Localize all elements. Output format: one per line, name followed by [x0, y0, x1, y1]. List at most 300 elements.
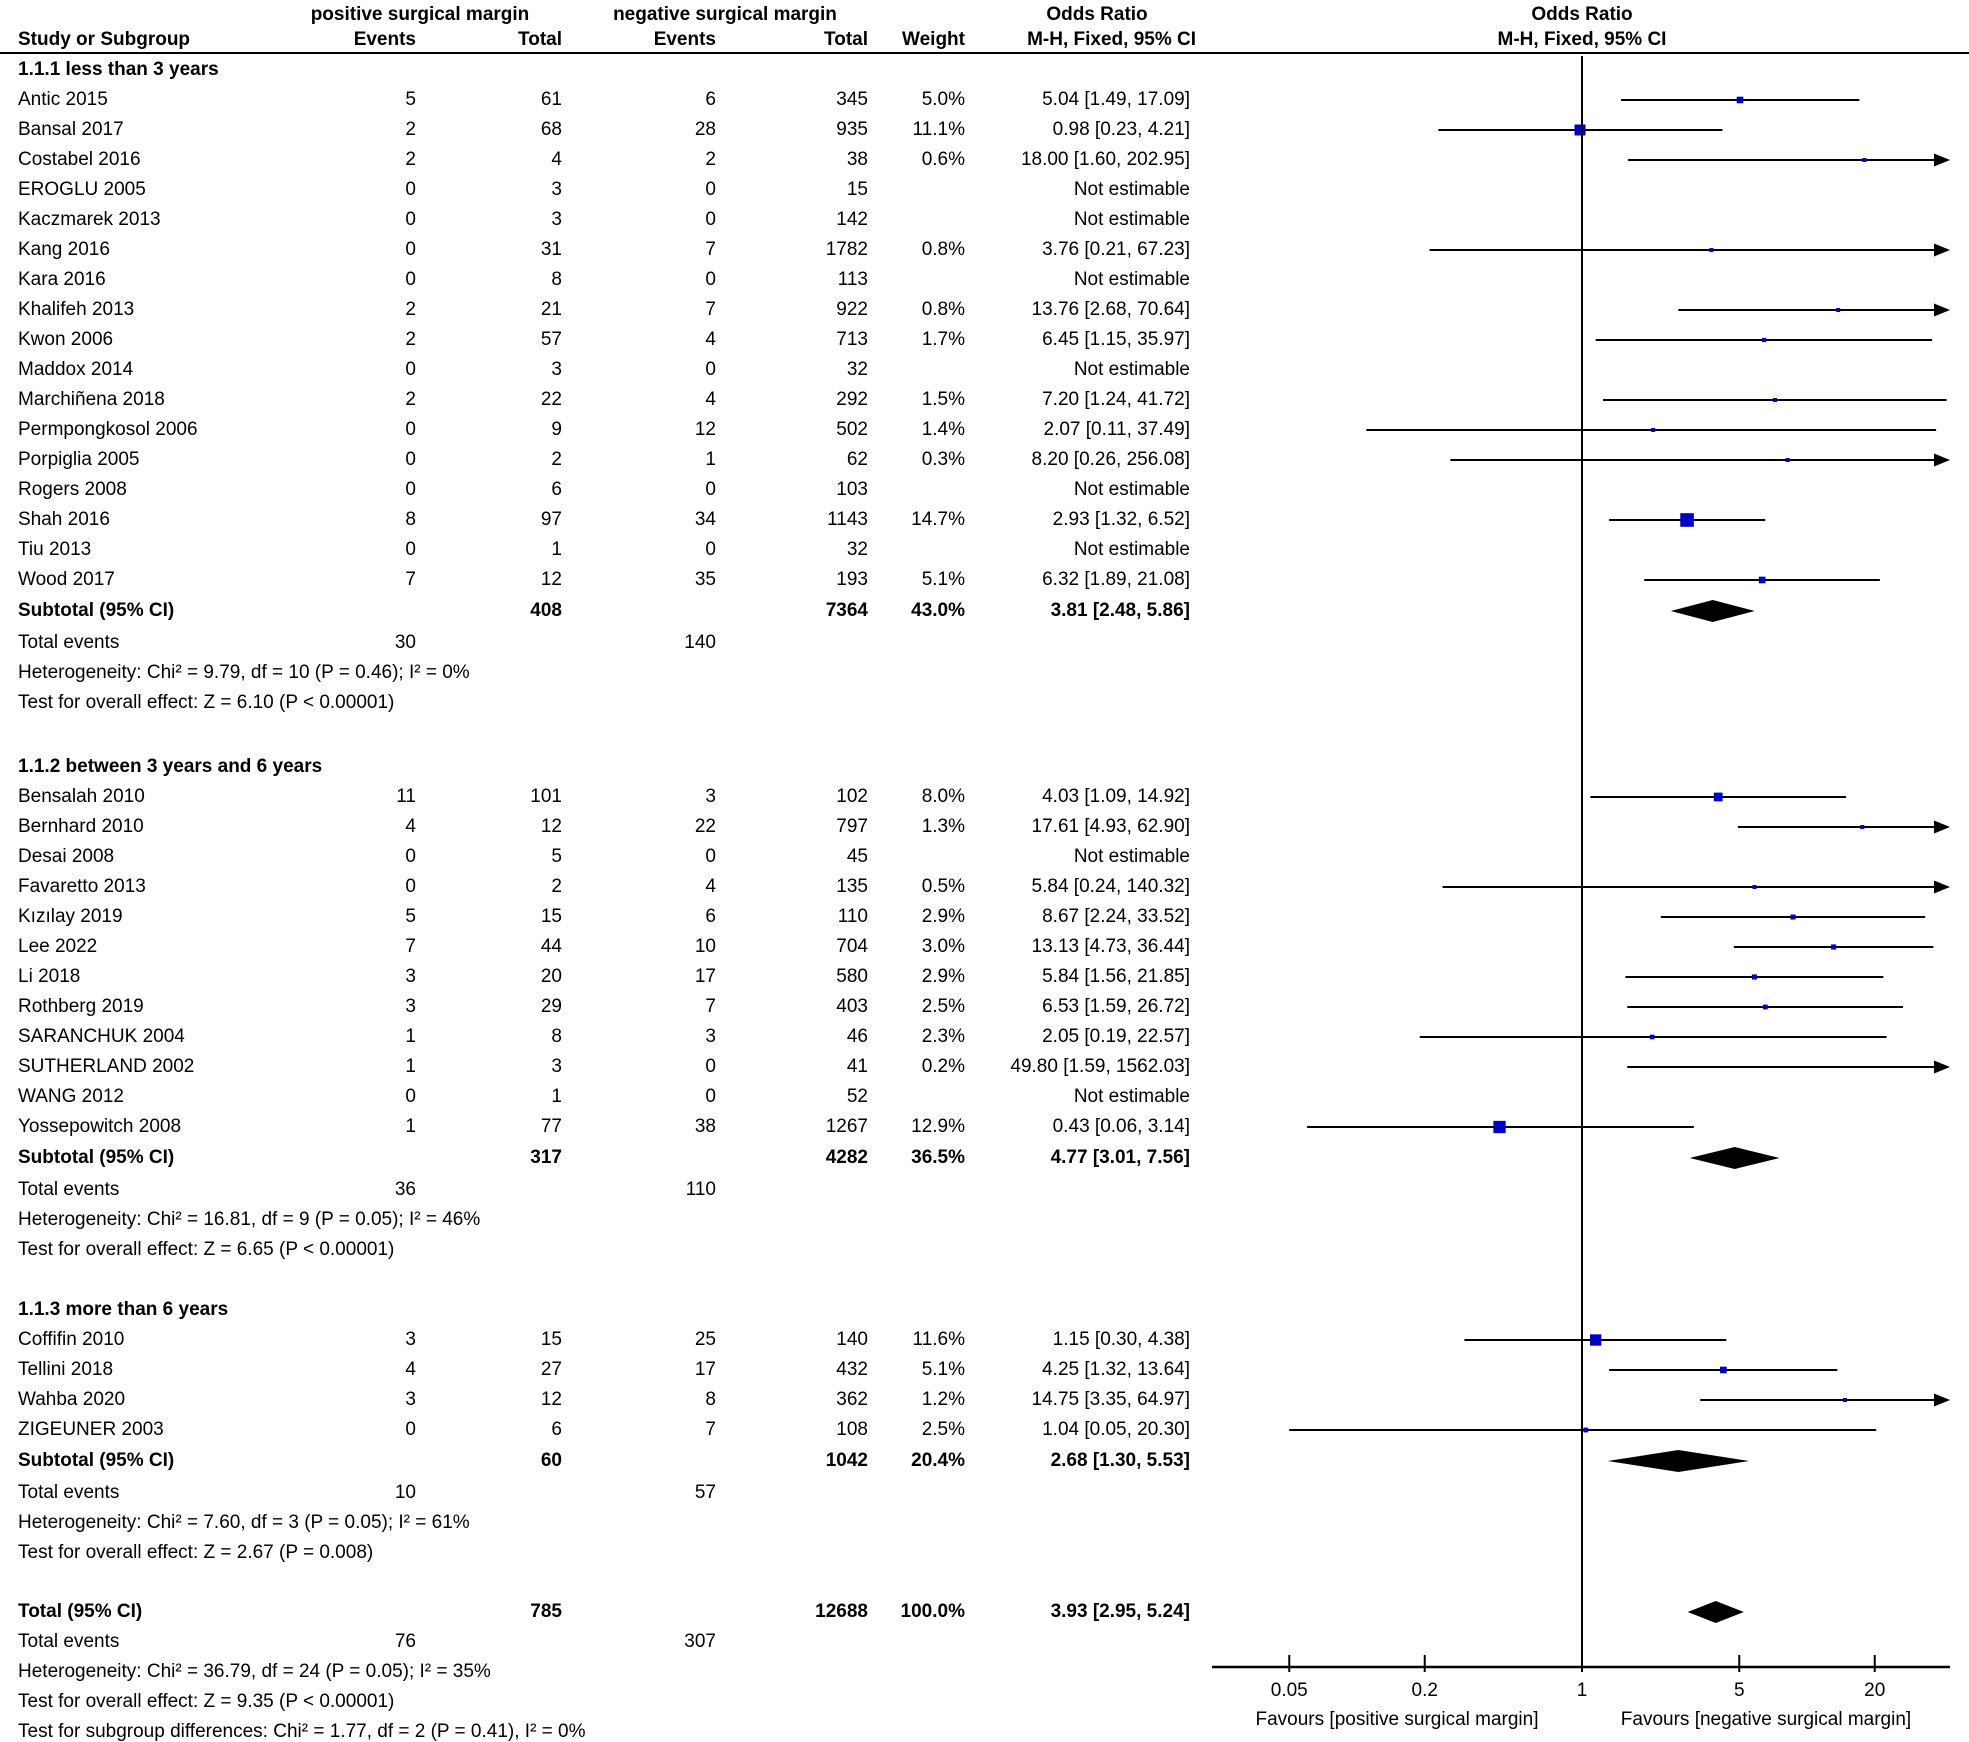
- weight-cell: 5.1%: [921, 1359, 965, 1380]
- events-positive-cell: 2: [405, 119, 416, 140]
- heterogeneity-text: Heterogeneity: Chi² = 16.81, df = 9 (P = 0.05); I² = 46%: [18, 1209, 481, 1230]
- study-name: Khalifeh 2013: [18, 299, 135, 320]
- weight-cell: 36.5%: [911, 1147, 965, 1168]
- total-negative-cell: 12688: [815, 1601, 868, 1622]
- events-positive-cell: 0: [405, 539, 416, 560]
- events-positive-cell: 0: [405, 876, 416, 897]
- or-marker: [1752, 885, 1756, 889]
- events-negative-cell: 22: [694, 816, 716, 837]
- column-header-events-positive: Events: [353, 29, 416, 50]
- events-negative-cell: 4: [705, 876, 716, 897]
- events-negative-cell: 38: [694, 1116, 716, 1137]
- study-name: WANG 2012: [18, 1086, 124, 1107]
- total-events-label: Total events: [18, 1179, 120, 1200]
- total-negative-cell: 1782: [825, 239, 868, 260]
- events-positive-cell: 11: [396, 786, 416, 807]
- events-positive-cell: 3: [405, 996, 416, 1017]
- weight-cell: 0.3%: [921, 449, 965, 470]
- weight-cell: 14.7%: [911, 509, 965, 530]
- or-marker: [1590, 1334, 1601, 1345]
- total-positive-cell: 12: [540, 816, 562, 837]
- or-plot-column-header: Odds Ratio: [1531, 4, 1633, 25]
- events-positive-cell: 1: [405, 1116, 416, 1137]
- events-positive-cell: 4: [405, 1359, 416, 1380]
- or-ci-cell: 5.04 [1.49, 17.09]: [1042, 89, 1190, 110]
- events-positive-cell: 1: [405, 1026, 416, 1047]
- study-name: Bansal 2017: [18, 119, 124, 140]
- total-events-label: Total events: [18, 1482, 120, 1503]
- arrow-right-icon: [1934, 244, 1950, 257]
- total-negative-cell: 32: [846, 539, 868, 560]
- total-negative-cell: 580: [836, 966, 868, 987]
- study-name: Porpiglia 2005: [18, 449, 140, 470]
- section-label: 1.1.2 between 3 years and 6 years: [18, 756, 323, 777]
- summary-row-label: Subtotal (95% CI): [18, 1450, 175, 1471]
- events-negative-cell: 3: [705, 786, 716, 807]
- events-negative-cell: 3: [705, 1026, 716, 1047]
- arrow-right-icon: [1934, 1394, 1950, 1407]
- or-ci-cell: 5.84 [1.56, 21.85]: [1042, 966, 1190, 987]
- study-name: Antic 2015: [18, 89, 108, 110]
- or-ci-cell: 8.67 [2.24, 33.52]: [1042, 906, 1190, 927]
- events-negative-cell: 0: [705, 269, 716, 290]
- column-header-study: Study or Subgroup: [18, 29, 191, 50]
- study-name: Marchiñena 2018: [18, 389, 165, 410]
- study-name: Coffifin 2010: [18, 1329, 125, 1350]
- axis-tick-label: 20: [1864, 1680, 1886, 1701]
- or-marker: [1791, 914, 1796, 919]
- arrow-right-icon: [1934, 821, 1950, 834]
- or-ci-cell: 2.05 [0.19, 22.57]: [1042, 1026, 1190, 1047]
- subtotal-diamond: [1608, 1450, 1749, 1472]
- or-marker: [1762, 338, 1766, 342]
- heterogeneity-text: Heterogeneity: Chi² = 9.79, df = 10 (P = 0.46); I² = 0%: [18, 662, 470, 683]
- or-marker: [1786, 458, 1790, 462]
- events-negative-cell: 1: [705, 449, 716, 470]
- arrow-right-icon: [1934, 881, 1950, 894]
- events-positive-cell: 4: [405, 816, 416, 837]
- total-negative-cell: 403: [836, 996, 868, 1017]
- weight-cell: 12.9%: [911, 1116, 965, 1137]
- study-name: SUTHERLAND 2002: [18, 1056, 195, 1077]
- events-positive-cell: 0: [405, 359, 416, 380]
- or-marker: [1836, 308, 1840, 312]
- events-negative-cell: 0: [705, 359, 716, 380]
- total-negative-cell: 797: [836, 816, 868, 837]
- weight-cell: 43.0%: [911, 600, 965, 621]
- or-ci-cell: 2.93 [1.32, 6.52]: [1052, 509, 1190, 530]
- or-ci-cell: 0.43 [0.06, 3.14]: [1052, 1116, 1190, 1137]
- events-negative-cell: 8: [705, 1389, 716, 1410]
- arrow-right-icon: [1934, 304, 1950, 317]
- study-name: Rogers 2008: [18, 479, 127, 500]
- events-negative-cell: 0: [705, 846, 716, 867]
- total-negative-cell: 52: [846, 1086, 868, 1107]
- weight-cell: 1.2%: [921, 1389, 965, 1410]
- or-ci-cell: Not estimable: [1073, 269, 1190, 290]
- total-positive-cell: 4: [551, 149, 562, 170]
- study-name: Tiu 2013: [18, 539, 92, 560]
- subgroup-diff-text: Test for subgroup differences: Chi² = 1.77, df = 2 (P = 0.41), I² = 0%: [18, 1721, 586, 1742]
- total-positive-cell: 15: [540, 1329, 562, 1350]
- or-marker: [1680, 513, 1694, 527]
- total-positive-cell: 3: [551, 179, 562, 200]
- events-positive-cell: 0: [405, 209, 416, 230]
- total-negative-cell: 46: [846, 1026, 868, 1047]
- weight-cell: 0.6%: [921, 149, 965, 170]
- or-ci-cell: Not estimable: [1073, 209, 1190, 230]
- total-events-positive: 10: [394, 1482, 416, 1503]
- or-ci-cell: 1.04 [0.05, 20.30]: [1042, 1419, 1190, 1440]
- total-events-negative: 307: [684, 1631, 716, 1652]
- weight-cell: 2.3%: [921, 1026, 965, 1047]
- or-ci-cell: Not estimable: [1073, 359, 1190, 380]
- weight-cell: 2.5%: [921, 996, 965, 1017]
- events-positive-cell: 0: [405, 479, 416, 500]
- study-name: SARANCHUK 2004: [18, 1026, 185, 1047]
- study-name: EROGLU 2005: [18, 179, 146, 200]
- column-header-events-negative: Events: [653, 29, 716, 50]
- total-positive-cell: 408: [530, 600, 562, 621]
- total-negative-cell: 45: [846, 846, 868, 867]
- events-positive-cell: 2: [405, 299, 416, 320]
- group-header-negative: negative surgical margin: [613, 4, 837, 25]
- or-ci-cell: 6.32 [1.89, 21.08]: [1042, 569, 1190, 590]
- column-header-total-negative: Total: [824, 29, 868, 50]
- weight-cell: 2.9%: [921, 966, 965, 987]
- or-ci-cell: 3.76 [0.21, 67.23]: [1042, 239, 1190, 260]
- total-negative-cell: 102: [836, 786, 868, 807]
- weight-cell: 100.0%: [900, 1601, 965, 1622]
- total-positive-cell: 3: [551, 359, 562, 380]
- subtotal-diamond: [1690, 1147, 1780, 1169]
- events-positive-cell: 5: [405, 89, 416, 110]
- study-name: Permpongkosol 2006: [18, 419, 198, 440]
- total-positive-cell: 61: [540, 89, 562, 110]
- events-negative-cell: 35: [694, 569, 716, 590]
- or-marker: [1575, 125, 1586, 136]
- total-negative-cell: 142: [836, 209, 868, 230]
- or-marker: [1583, 1428, 1588, 1433]
- events-negative-cell: 28: [694, 119, 716, 140]
- or-marker: [1752, 974, 1757, 979]
- total-negative-cell: 922: [836, 299, 868, 320]
- total-negative-cell: 41: [846, 1056, 868, 1077]
- total-events-label: Total events: [18, 1631, 120, 1652]
- column-header-mh-text: M-H, Fixed, 95% CI: [1027, 29, 1196, 50]
- events-positive-cell: 2: [405, 389, 416, 410]
- total-positive-cell: 97: [540, 509, 562, 530]
- study-name: Yossepowitch 2008: [18, 1116, 182, 1137]
- study-name: Tellini 2018: [18, 1359, 114, 1380]
- events-negative-cell: 10: [694, 936, 716, 957]
- events-negative-cell: 6: [705, 89, 716, 110]
- events-positive-cell: 3: [405, 966, 416, 987]
- or-ci-cell: Not estimable: [1073, 479, 1190, 500]
- summary-row-label: Subtotal (95% CI): [18, 600, 175, 621]
- favours-left-label: Favours [positive surgical margin]: [1255, 1709, 1539, 1730]
- events-positive-cell: 7: [405, 569, 416, 590]
- events-negative-cell: 0: [705, 179, 716, 200]
- study-name: Costabel 2016: [18, 149, 141, 170]
- or-ci-cell: 8.20 [0.26, 256.08]: [1031, 449, 1190, 470]
- total-positive-cell: 5: [551, 846, 562, 867]
- events-positive-cell: 2: [405, 329, 416, 350]
- total-positive-cell: 12: [540, 569, 562, 590]
- events-positive-cell: 3: [405, 1329, 416, 1350]
- total-negative-cell: 432: [836, 1359, 868, 1380]
- or-marker: [1759, 577, 1766, 584]
- study-name: Kaczmarek 2013: [18, 209, 161, 230]
- weight-cell: 3.0%: [921, 936, 965, 957]
- weight-cell: 8.0%: [921, 786, 965, 807]
- subtotal-diamond: [1671, 600, 1755, 622]
- study-name: Li 2018: [18, 966, 81, 987]
- arrow-right-icon: [1934, 1061, 1950, 1074]
- or-ci-cell: 6.53 [1.59, 26.72]: [1042, 996, 1190, 1017]
- events-positive-cell: 0: [405, 1086, 416, 1107]
- study-name: Wood 2017: [18, 569, 115, 590]
- weight-cell: 5.0%: [921, 89, 965, 110]
- study-name: Bensalah 2010: [18, 786, 145, 807]
- total-positive-cell: 8: [551, 269, 562, 290]
- events-negative-cell: 0: [705, 479, 716, 500]
- study-name: Bernhard 2010: [18, 816, 144, 837]
- or-marker: [1737, 97, 1744, 104]
- total-events-negative: 57: [694, 1482, 716, 1503]
- weight-cell: 1.4%: [921, 419, 965, 440]
- overall-effect-text: Test for overall effect: Z = 6.10 (P < 0.00001): [18, 692, 395, 713]
- events-negative-cell: 4: [705, 389, 716, 410]
- study-name: ZIGEUNER 2003: [18, 1419, 164, 1440]
- events-positive-cell: 0: [405, 269, 416, 290]
- events-negative-cell: 12: [694, 419, 716, 440]
- total-positive-cell: 20: [540, 966, 562, 987]
- events-negative-cell: 17: [694, 1359, 716, 1380]
- weight-cell: 2.9%: [921, 906, 965, 927]
- total-negative-cell: 713: [836, 329, 868, 350]
- total-negative-cell: 1042: [825, 1450, 868, 1471]
- axis-tick-label: 1: [1576, 1680, 1588, 1701]
- total-negative-cell: 62: [846, 449, 868, 470]
- overall-effect-text: Test for overall effect: Z = 6.65 (P < 0.00001): [18, 1239, 395, 1260]
- events-positive-cell: 0: [405, 1419, 416, 1440]
- or-ci-cell: Not estimable: [1073, 1086, 1190, 1107]
- or-ci-cell: Not estimable: [1073, 539, 1190, 560]
- total-negative-cell: 1267: [825, 1116, 868, 1137]
- total-negative-cell: 4282: [825, 1147, 868, 1168]
- column-header-total-positive: Total: [518, 29, 562, 50]
- total-negative-cell: 362: [836, 1389, 868, 1410]
- total-positive-cell: 9: [551, 419, 562, 440]
- total-positive-cell: 12: [540, 1389, 562, 1410]
- total-diamond: [1688, 1601, 1744, 1623]
- events-positive-cell: 3: [405, 1389, 416, 1410]
- events-positive-cell: 8: [405, 509, 416, 530]
- total-negative-cell: 704: [836, 936, 868, 957]
- total-positive-cell: 1: [551, 539, 562, 560]
- total-negative-cell: 502: [836, 419, 868, 440]
- weight-cell: 0.8%: [921, 299, 965, 320]
- events-positive-cell: 0: [405, 239, 416, 260]
- or-marker: [1773, 398, 1777, 402]
- overall-effect-text: Test for overall effect: Z = 9.35 (P < 0.00001): [18, 1691, 395, 1712]
- events-negative-cell: 7: [705, 996, 716, 1017]
- column-header-mh-plot: M-H, Fixed, 95% CI: [1497, 29, 1667, 50]
- total-positive-cell: 21: [540, 299, 562, 320]
- or-ci-cell: 6.45 [1.15, 35.97]: [1042, 329, 1190, 350]
- events-negative-cell: 6: [705, 906, 716, 927]
- total-negative-cell: 38: [846, 149, 868, 170]
- total-positive-cell: 3: [551, 209, 562, 230]
- axis-tick-label: 0.05: [1270, 1680, 1308, 1701]
- section-label: 1.1.3 more than 6 years: [18, 1299, 229, 1320]
- axis-tick-label: 5: [1733, 1680, 1745, 1701]
- study-name: Kızılay 2019: [18, 906, 123, 927]
- weight-cell: 20.4%: [911, 1450, 965, 1471]
- weight-cell: 5.1%: [921, 569, 965, 590]
- events-negative-cell: 17: [694, 966, 716, 987]
- heterogeneity-text: Heterogeneity: Chi² = 36.79, df = 24 (P = 0.05); I² = 35%: [18, 1661, 491, 1682]
- total-positive-cell: 68: [540, 119, 562, 140]
- events-positive-cell: 2: [405, 149, 416, 170]
- weight-cell: 1.3%: [921, 816, 965, 837]
- or-marker: [1843, 1398, 1847, 1402]
- total-positive-cell: 6: [551, 1419, 562, 1440]
- summary-row-label: Subtotal (95% CI): [18, 1147, 175, 1168]
- weight-cell: 0.5%: [921, 876, 965, 897]
- events-negative-cell: 34: [694, 509, 716, 530]
- or-ci-cell: 4.25 [1.32, 13.64]: [1042, 1359, 1190, 1380]
- events-negative-cell: 7: [705, 1419, 716, 1440]
- study-name: Desai 2008: [18, 846, 115, 867]
- total-positive-cell: 44: [540, 936, 562, 957]
- or-ci-cell: 13.13 [4.73, 36.44]: [1031, 936, 1190, 957]
- or-ci-cell: 18.00 [1.60, 202.95]: [1020, 149, 1190, 170]
- total-events-negative: 110: [685, 1179, 716, 1200]
- favours-right-label: Favours [negative surgical margin]: [1620, 1709, 1912, 1730]
- or-ci-cell: 5.84 [0.24, 140.32]: [1031, 876, 1190, 897]
- weight-cell: 0.2%: [921, 1056, 965, 1077]
- total-negative-cell: 32: [846, 359, 868, 380]
- events-negative-cell: 2: [705, 149, 716, 170]
- weight-cell: 1.5%: [921, 389, 965, 410]
- study-name: Favaretto 2013: [18, 876, 146, 897]
- weight-cell: 0.8%: [921, 239, 965, 260]
- total-positive-cell: 57: [540, 329, 562, 350]
- total-positive-cell: 15: [540, 906, 562, 927]
- or-marker: [1763, 1005, 1768, 1010]
- total-negative-cell: 140: [836, 1329, 868, 1350]
- or-ci-cell: 3.93 [2.95, 5.24]: [1050, 1601, 1190, 1622]
- events-positive-cell: 0: [405, 179, 416, 200]
- total-positive-cell: 2: [551, 449, 562, 470]
- total-negative-cell: 103: [836, 479, 868, 500]
- study-name: Kwon 2006: [18, 329, 114, 350]
- or-ci-cell: 3.81 [2.48, 5.86]: [1050, 600, 1190, 621]
- total-negative-cell: 7364: [825, 600, 868, 621]
- total-events-positive: 36: [394, 1179, 416, 1200]
- summary-row-label: Total (95% CI): [18, 1601, 143, 1622]
- events-positive-cell: 0: [405, 846, 416, 867]
- or-marker: [1862, 158, 1866, 162]
- or-marker: [1650, 1035, 1655, 1040]
- or-marker: [1651, 428, 1655, 432]
- axis-tick-label: 0.2: [1411, 1680, 1438, 1701]
- total-positive-cell: 60: [540, 1450, 562, 1471]
- study-name: Lee 2022: [18, 936, 98, 957]
- total-positive-cell: 3: [551, 1056, 562, 1077]
- events-positive-cell: 5: [405, 906, 416, 927]
- total-positive-cell: 29: [540, 996, 562, 1017]
- total-positive-cell: 27: [540, 1359, 562, 1380]
- or-marker: [1831, 944, 1836, 949]
- events-negative-cell: 0: [705, 1086, 716, 1107]
- events-positive-cell: 1: [405, 1056, 416, 1077]
- total-negative-cell: 110: [837, 906, 868, 927]
- total-events-negative: 140: [684, 632, 716, 653]
- or-ci-cell: 2.07 [0.11, 37.49]: [1043, 419, 1190, 440]
- events-negative-cell: 0: [705, 209, 716, 230]
- total-events-positive: 76: [394, 1631, 416, 1652]
- total-positive-cell: 8: [551, 1026, 562, 1047]
- study-name: Rothberg 2019: [18, 996, 144, 1017]
- total-positive-cell: 6: [551, 479, 562, 500]
- or-ci-cell: 14.75 [3.35, 64.97]: [1031, 1389, 1190, 1410]
- total-negative-cell: 15: [846, 179, 868, 200]
- weight-cell: 11.1%: [912, 119, 965, 140]
- total-negative-cell: 1143: [827, 509, 868, 530]
- arrow-right-icon: [1934, 454, 1950, 467]
- total-positive-cell: 785: [530, 1601, 562, 1622]
- overall-effect-text: Test for overall effect: Z = 2.67 (P = 0.008): [18, 1542, 374, 1563]
- or-ci-cell: 49.80 [1.59, 1562.03]: [1010, 1056, 1190, 1077]
- total-positive-cell: 1: [551, 1086, 562, 1107]
- total-positive-cell: 22: [540, 389, 562, 410]
- group-header-positive: positive surgical margin: [310, 4, 530, 25]
- events-negative-cell: 25: [694, 1329, 716, 1350]
- events-positive-cell: 0: [405, 419, 416, 440]
- arrow-right-icon: [1934, 154, 1950, 167]
- events-positive-cell: 0: [405, 449, 416, 470]
- or-ci-cell: Not estimable: [1073, 179, 1190, 200]
- total-negative-cell: 193: [836, 569, 868, 590]
- weight-cell: 11.6%: [912, 1329, 965, 1350]
- or-ci-cell: 7.20 [1.24, 41.72]: [1042, 389, 1190, 410]
- events-negative-cell: 7: [705, 299, 716, 320]
- or-ci-cell: 0.98 [0.23, 4.21]: [1052, 119, 1190, 140]
- total-negative-cell: 135: [836, 876, 868, 897]
- weight-cell: 1.7%: [921, 329, 965, 350]
- study-name: Wahba 2020: [18, 1389, 126, 1410]
- section-label: 1.1.1 less than 3 years: [18, 59, 219, 80]
- study-name: Shah 2016: [18, 509, 110, 530]
- or-ci-cell: 17.61 [4.93, 62.90]: [1031, 816, 1190, 837]
- or-marker: [1860, 825, 1864, 829]
- or-text-column-header: Odds Ratio: [1046, 4, 1148, 25]
- total-positive-cell: 101: [530, 786, 562, 807]
- or-ci-cell: 13.76 [2.68, 70.64]: [1031, 299, 1190, 320]
- events-negative-cell: 4: [705, 329, 716, 350]
- events-negative-cell: 0: [705, 1056, 716, 1077]
- study-name: Maddox 2014: [18, 359, 134, 380]
- or-ci-cell: 1.15 [0.30, 4.38]: [1052, 1329, 1190, 1350]
- total-positive-cell: 317: [530, 1147, 562, 1168]
- weight-cell: 2.5%: [921, 1419, 965, 1440]
- events-positive-cell: 7: [405, 936, 416, 957]
- study-name: Kara 2016: [18, 269, 106, 290]
- total-positive-cell: 2: [551, 876, 562, 897]
